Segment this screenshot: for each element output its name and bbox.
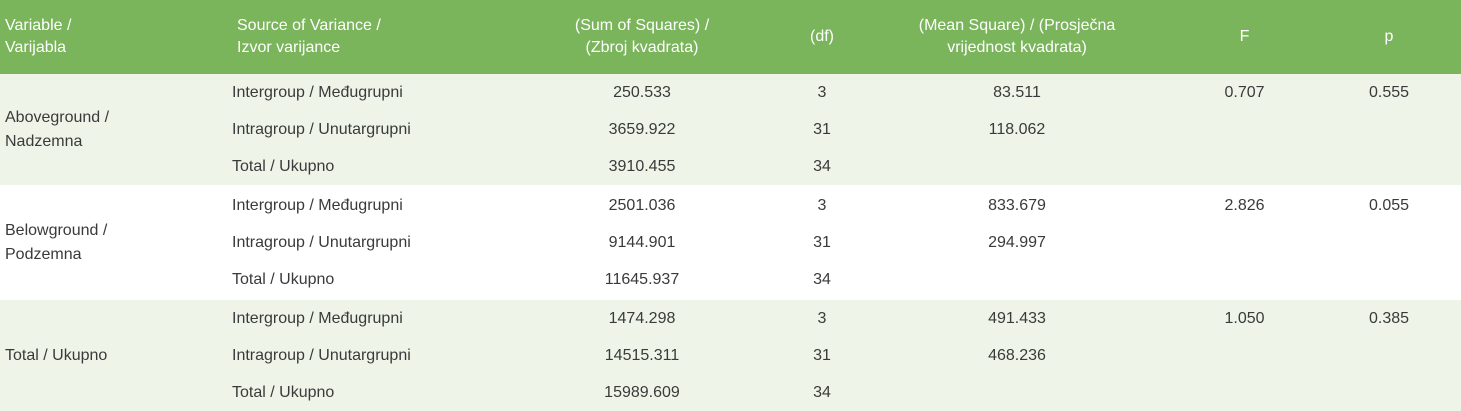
ms-cell: 833.679	[862, 187, 1172, 224]
ss-cell: 1474.298	[502, 300, 782, 337]
f-cell: 2.826	[1172, 187, 1317, 224]
p-cell: 0.055	[1317, 187, 1461, 224]
header-variable-line2: Varijabla	[5, 39, 67, 56]
variable-line1: Aboveground /	[5, 108, 110, 126]
df-cell: 3	[782, 187, 862, 224]
source-cell: Intergroup / Međugrupni	[232, 300, 502, 337]
variable-line1: Total / Ukupno	[5, 346, 108, 364]
df-cell: 31	[782, 337, 862, 374]
f-cell-empty	[1172, 261, 1317, 298]
source-cell: Total / Ukupno	[232, 374, 502, 411]
ss-cell: 250.533	[502, 74, 782, 111]
header-source-line1: Source of Variance /	[237, 17, 381, 34]
header-row	[0, 0, 1461, 74]
header-mean-square	[862, 0, 1172, 74]
ss-cell: 11645.937	[502, 261, 782, 298]
header-ms-line2: vrijednost kvadrata)	[947, 39, 1087, 56]
f-cell-empty	[1172, 337, 1317, 374]
header-f: F	[1172, 0, 1317, 74]
ms-cell: 491.433	[862, 300, 1172, 337]
df-cell: 31	[782, 224, 862, 261]
df-cell: 3	[782, 300, 862, 337]
ms-cell	[862, 261, 1172, 298]
p-cell-empty	[1317, 374, 1461, 411]
table-row	[0, 187, 1461, 224]
df-cell: 31	[782, 111, 862, 148]
source-cell: Intragroup / Unutargrupni	[232, 224, 502, 261]
source-cell: Total / Ukupno	[232, 261, 502, 298]
ms-cell	[862, 374, 1172, 411]
variable-cell	[0, 300, 232, 411]
ss-cell: 14515.311	[502, 337, 782, 374]
header-source	[232, 0, 502, 74]
p-cell-empty	[1317, 111, 1461, 148]
header-ms-line1: (Mean Square) / (Prosječna	[918, 17, 1116, 34]
header-ss-line2: (Zbroj kvadrata)	[585, 39, 699, 56]
df-cell: 34	[782, 148, 862, 185]
variable-line2: Nadzemna	[5, 132, 83, 150]
header-ss-line1: (Sum of Squares) /	[574, 17, 710, 34]
f-cell-empty	[1172, 148, 1317, 185]
ss-cell: 15989.609	[502, 374, 782, 411]
table-row	[0, 300, 1461, 337]
variable-cell	[0, 74, 232, 185]
df-cell: 34	[782, 261, 862, 298]
ss-cell: 9144.901	[502, 224, 782, 261]
ms-cell: 468.236	[862, 337, 1172, 374]
f-cell: 1.050	[1172, 300, 1317, 337]
ms-cell: 118.062	[862, 111, 1172, 148]
ms-cell	[862, 148, 1172, 185]
ss-cell: 3659.922	[502, 111, 782, 148]
df-cell: 3	[782, 74, 862, 111]
variable-line1: Belowground /	[5, 221, 108, 239]
ss-cell: 2501.036	[502, 187, 782, 224]
p-cell: 0.555	[1317, 74, 1461, 111]
ms-cell: 294.997	[862, 224, 1172, 261]
ss-cell: 3910.455	[502, 148, 782, 185]
source-cell: Intragroup / Unutargrupni	[232, 337, 502, 374]
header-variable-line1: Variable /	[5, 17, 72, 34]
header-variable	[0, 0, 232, 74]
header-df: (df)	[782, 0, 862, 74]
variable-line2: Podzemna	[5, 245, 82, 263]
header-p: p	[1317, 0, 1461, 74]
source-cell: Intergroup / Međugrupni	[232, 74, 502, 111]
f-cell: 0.707	[1172, 74, 1317, 111]
variable-cell	[0, 187, 232, 298]
p-cell: 0.385	[1317, 300, 1461, 337]
source-cell: Intragroup / Unutargrupni	[232, 111, 502, 148]
p-cell-empty	[1317, 224, 1461, 261]
f-cell-empty	[1172, 374, 1317, 411]
f-cell-empty	[1172, 111, 1317, 148]
header-source-line2: Izvor varijance	[237, 39, 341, 56]
df-cell: 34	[782, 374, 862, 411]
p-cell-empty	[1317, 148, 1461, 185]
source-cell: Intergroup / Međugrupni	[232, 187, 502, 224]
table-row	[0, 74, 1461, 111]
p-cell-empty	[1317, 337, 1461, 374]
f-cell-empty	[1172, 224, 1317, 261]
header-sum-of-squares	[502, 0, 782, 74]
ms-cell: 83.511	[862, 74, 1172, 111]
p-cell-empty	[1317, 261, 1461, 298]
source-cell: Total / Ukupno	[232, 148, 502, 185]
